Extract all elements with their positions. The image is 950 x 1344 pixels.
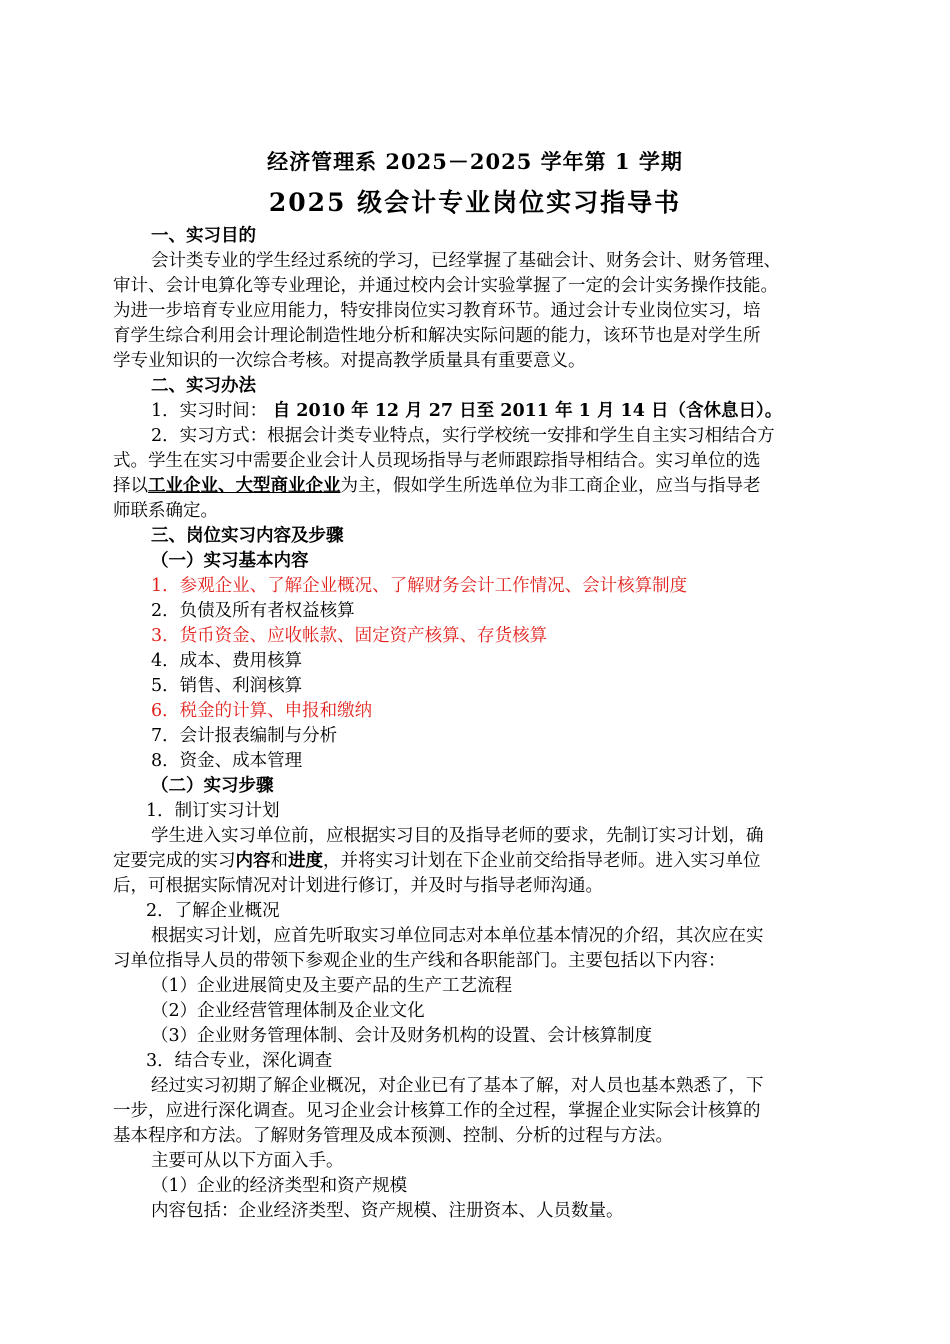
step1-paragraph-line: 后，可根据实际情况对计划进行修订，并及时与指导老师沟通。 bbox=[113, 876, 603, 896]
internship-method-line bbox=[113, 474, 761, 498]
step2-paragraph-line: 根据实习计划，应首先听取实习单位同志对本单位基本情况的介绍，其次应在实 bbox=[151, 926, 764, 946]
document-title-line1: 经济管理系 2025－2025 学年第 1 学期 bbox=[267, 149, 683, 174]
step2-list-item: （3）企业财务管理体制、会计及财务机构的设置、会计核算制度 bbox=[151, 1026, 653, 1046]
text-span: 定要完成的实习 bbox=[113, 851, 236, 871]
text-span: 为主，假如学生所选单位为非工商企业，应当与指导老 bbox=[340, 476, 761, 496]
enterprise-type-emphasis: 工业企业、大型商业企业 bbox=[148, 476, 341, 496]
content-list-item: 3．货币资金、应收帐款、固定资产核算、存货核算 bbox=[151, 626, 548, 646]
text-span: ，并将实习计划在下企业前交给指导老师。进入实习单位 bbox=[323, 851, 761, 871]
internship-time-value: 自 2010 年 12 月 27 日至 2011 年 1 月 14 日（含休息日）。 bbox=[272, 401, 783, 421]
internship-method-line: 师联系确定。 bbox=[113, 501, 218, 521]
content-list-item: 1．参观企业、了解企业概况、了解财务会计工作情况、会计核算制度 bbox=[151, 576, 688, 596]
document-title-line2: 2025 级会计专业岗位实习指导书 bbox=[268, 188, 682, 217]
progress-emphasis: 进度 bbox=[288, 851, 323, 871]
step1-paragraph-line bbox=[113, 849, 761, 873]
content-list-item: 7．会计报表编制与分析 bbox=[151, 726, 338, 746]
step1-title: 1．制订实习计划 bbox=[146, 801, 280, 821]
section3-heading: 三、岗位实习内容及步骤 bbox=[151, 526, 344, 546]
section1-paragraph-line: 学专业知识的一次综合考核。对提高教学质量具有重要意义。 bbox=[113, 351, 586, 371]
internship-time-label: 1．实习时间： bbox=[151, 401, 268, 421]
step2-list-item: （2）企业经营管理体制及企业文化 bbox=[151, 1001, 425, 1021]
content-list-item: 8．资金、成本管理 bbox=[151, 751, 303, 771]
section1-paragraph-line: 会计类专业的学生经过系统的学习，已经掌握了基础会计、财务会计、财务管理、 bbox=[151, 251, 781, 271]
step3-list-item-detail: 内容包括：企业经济类型、资产规模、注册资本、人员数量。 bbox=[151, 1201, 624, 1221]
step3-paragraph-line: 基本程序和方法。了解财务管理及成本预测、控制、分析的过程与方法。 bbox=[113, 1126, 673, 1146]
section1-heading: 一、实习目的 bbox=[151, 226, 256, 246]
step3-list-item: （1）企业的经济类型和资产规模 bbox=[151, 1176, 408, 1196]
step3-paragraph-line: 经过实习初期了解企业概况，对企业已有了基本了解，对人员也基本熟悉了，下 bbox=[151, 1076, 764, 1096]
content-list-item: 4．成本、费用核算 bbox=[151, 651, 303, 671]
internship-method-line: 式。学生在实习中需要企业会计人员现场指导与老师跟踪指导相结合。实习单位的选 bbox=[113, 451, 761, 471]
internship-time-line bbox=[151, 399, 782, 423]
step2-list-item: （1）企业进展简史及主要产品的生产工艺流程 bbox=[151, 976, 513, 996]
content-emphasis: 内容 bbox=[235, 851, 271, 871]
section1-paragraph-line: 为进一步培育专业应用能力，特安排岗位实习教育环节。通过会计专业岗位实习，培 bbox=[113, 301, 761, 321]
section1-paragraph-line: 审计、会计电算化等专业理论，并通过校内会计实验掌握了一定的会计实务操作技能。 bbox=[113, 276, 778, 296]
section1-paragraph-line: 育学生综合利用会计理论制造性地分析和解决实际问题的能力，该环节也是对学生所 bbox=[113, 326, 761, 346]
step3-paragraph-line: 主要可从以下方面入手。 bbox=[151, 1151, 344, 1171]
step1-paragraph-line: 学生进入实习单位前，应根据实习目的及指导老师的要求，先制订实习计划，确 bbox=[151, 826, 764, 846]
step2-title: 2．了解企业概况 bbox=[146, 901, 280, 921]
step3-paragraph-line: 一步，应进行深化调查。见习企业会计核算工作的全过程，掌握企业实际会计核算的 bbox=[113, 1101, 761, 1121]
subsection-steps: （二）实习步骤 bbox=[151, 776, 274, 796]
content-list-item: 6．税金的计算、申报和缴纳 bbox=[151, 701, 373, 721]
content-list-item: 5．销售、利润核算 bbox=[151, 676, 303, 696]
content-list-item: 2．负债及所有者权益核算 bbox=[151, 601, 355, 621]
internship-method-line: 2．实习方式：根据会计类专业特点，实行学校统一安排和学生自主实习相结合方 bbox=[151, 426, 775, 446]
text-span: 择以 bbox=[113, 476, 148, 496]
text-span: 和 bbox=[270, 851, 288, 871]
subsection-basic-content: （一）实习基本内容 bbox=[151, 551, 309, 571]
step2-paragraph-line: 习单位指导人员的带领下参观企业的生产线和各职能部门。主要包括以下内容： bbox=[113, 951, 726, 971]
step3-title: 3．结合专业，深化调查 bbox=[146, 1051, 333, 1071]
section2-heading: 二、实习办法 bbox=[151, 376, 256, 396]
